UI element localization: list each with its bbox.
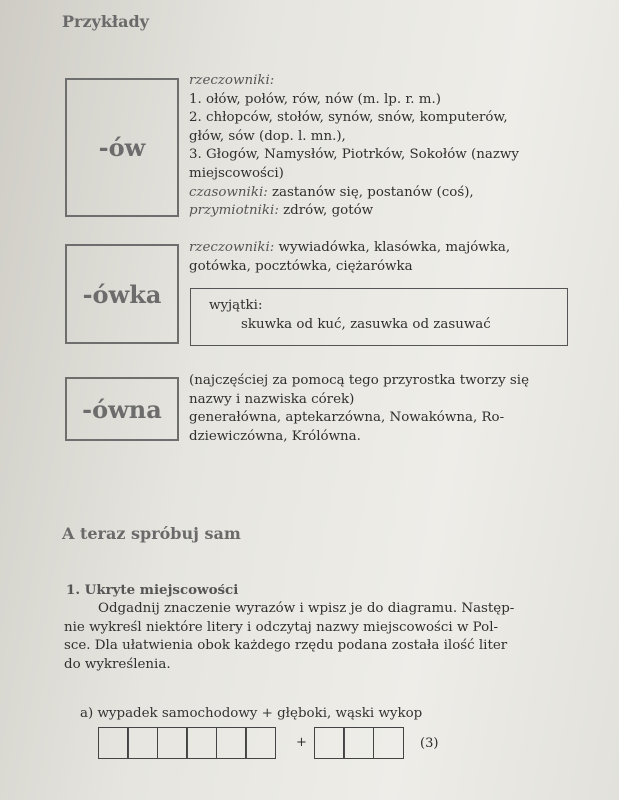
text-line [189, 184, 519, 203]
diagram-cell[interactable] [343, 727, 374, 759]
exercise-heading: A teraz spróbuj sam [62, 524, 241, 543]
category-label: przymiotniki: [189, 203, 279, 219]
instruction-line: do wykreślenia. [64, 656, 171, 672]
text-line: miejscowości) [189, 165, 284, 181]
suffix-box-ow [65, 78, 179, 217]
text-line: głów, sów (dop. l. mn.), [189, 128, 346, 144]
diagram-cell[interactable] [245, 727, 276, 759]
diagram-cell[interactable] [157, 727, 188, 759]
diagram-cell[interactable] [314, 727, 345, 759]
text-line [189, 202, 519, 221]
task-title: 1. Ukryte miejscowości [66, 582, 239, 598]
letters-to-cross-count: (3) [420, 736, 439, 751]
suffix-label: -ówka [82, 279, 162, 309]
suffix-box-owna [65, 377, 179, 441]
category-label: czasowniki: [189, 184, 268, 200]
text-line: (najczęściej za pomocą tego przyrostka tworzy się [189, 373, 529, 388]
block-owna-text [189, 372, 529, 446]
exception-text: skuwka od kuć, zasuwka od zasuwać [241, 317, 491, 332]
category-label: rzeczowniki: [189, 240, 275, 255]
exception-label: wyjątki: [209, 298, 263, 313]
text-line: 2. chłopców, stołów, synów, snów, komputerów, [189, 110, 508, 126]
diagram-cells-first [98, 727, 274, 759]
exception-box [190, 288, 568, 346]
suffix-label: -ówna [82, 394, 162, 424]
suffix-box-owka [65, 244, 179, 344]
text-line: 1. ołów, połów, rów, nów (m. lp. r. m.) [189, 91, 441, 107]
block-ow-text [189, 72, 519, 221]
diagram-cell[interactable] [373, 727, 404, 759]
instruction-line: sce. Dla ułatwienia obok każdego rzędu podana została ilość liter [64, 638, 508, 654]
text-line: nazwy i nazwiska córek) [189, 391, 355, 407]
text-line: gotówka, pocztówka, ciężarówka [189, 258, 413, 274]
diagram-cells-second [314, 727, 402, 759]
suffix-label: -ów [98, 133, 146, 162]
instruction-line: Odgadnij znaczenie wyrazów i wpisz je do diagramu. Następ- [98, 601, 515, 616]
text-line: generałówna, aptekarzówna, Nowakówna, Ro- [189, 410, 505, 426]
text-line [189, 239, 510, 258]
diagram-cell[interactable] [127, 727, 158, 759]
diagram-cell[interactable] [186, 727, 217, 759]
text-content: zastanów się, postanów (coś), [267, 184, 474, 200]
text-line: rzeczowniki: [189, 73, 275, 88]
text-line: dziewiczówna, Królówna. [189, 428, 361, 444]
block-owka-text [189, 239, 510, 276]
diagram-cell[interactable] [216, 727, 247, 759]
text-line: 3. Głogów, Namysłów, Piotrków, Sokołów (nazwy [189, 147, 519, 163]
examples-heading: Przykłady [62, 12, 149, 31]
task-instructions [64, 600, 514, 674]
item-a-label: a) wypadek samochodowy + głęboki, wąski wykop [80, 706, 423, 721]
text-content: zdrów, gotów [278, 203, 374, 219]
text-content: wywiadówka, klasówka, majówka, [274, 240, 511, 255]
instruction-line: nie wykreśl niektóre litery i odczytaj nazwy miejscowości w Pol- [64, 619, 499, 635]
diagram-cell[interactable] [98, 727, 129, 759]
plus-sign: + [296, 735, 307, 750]
